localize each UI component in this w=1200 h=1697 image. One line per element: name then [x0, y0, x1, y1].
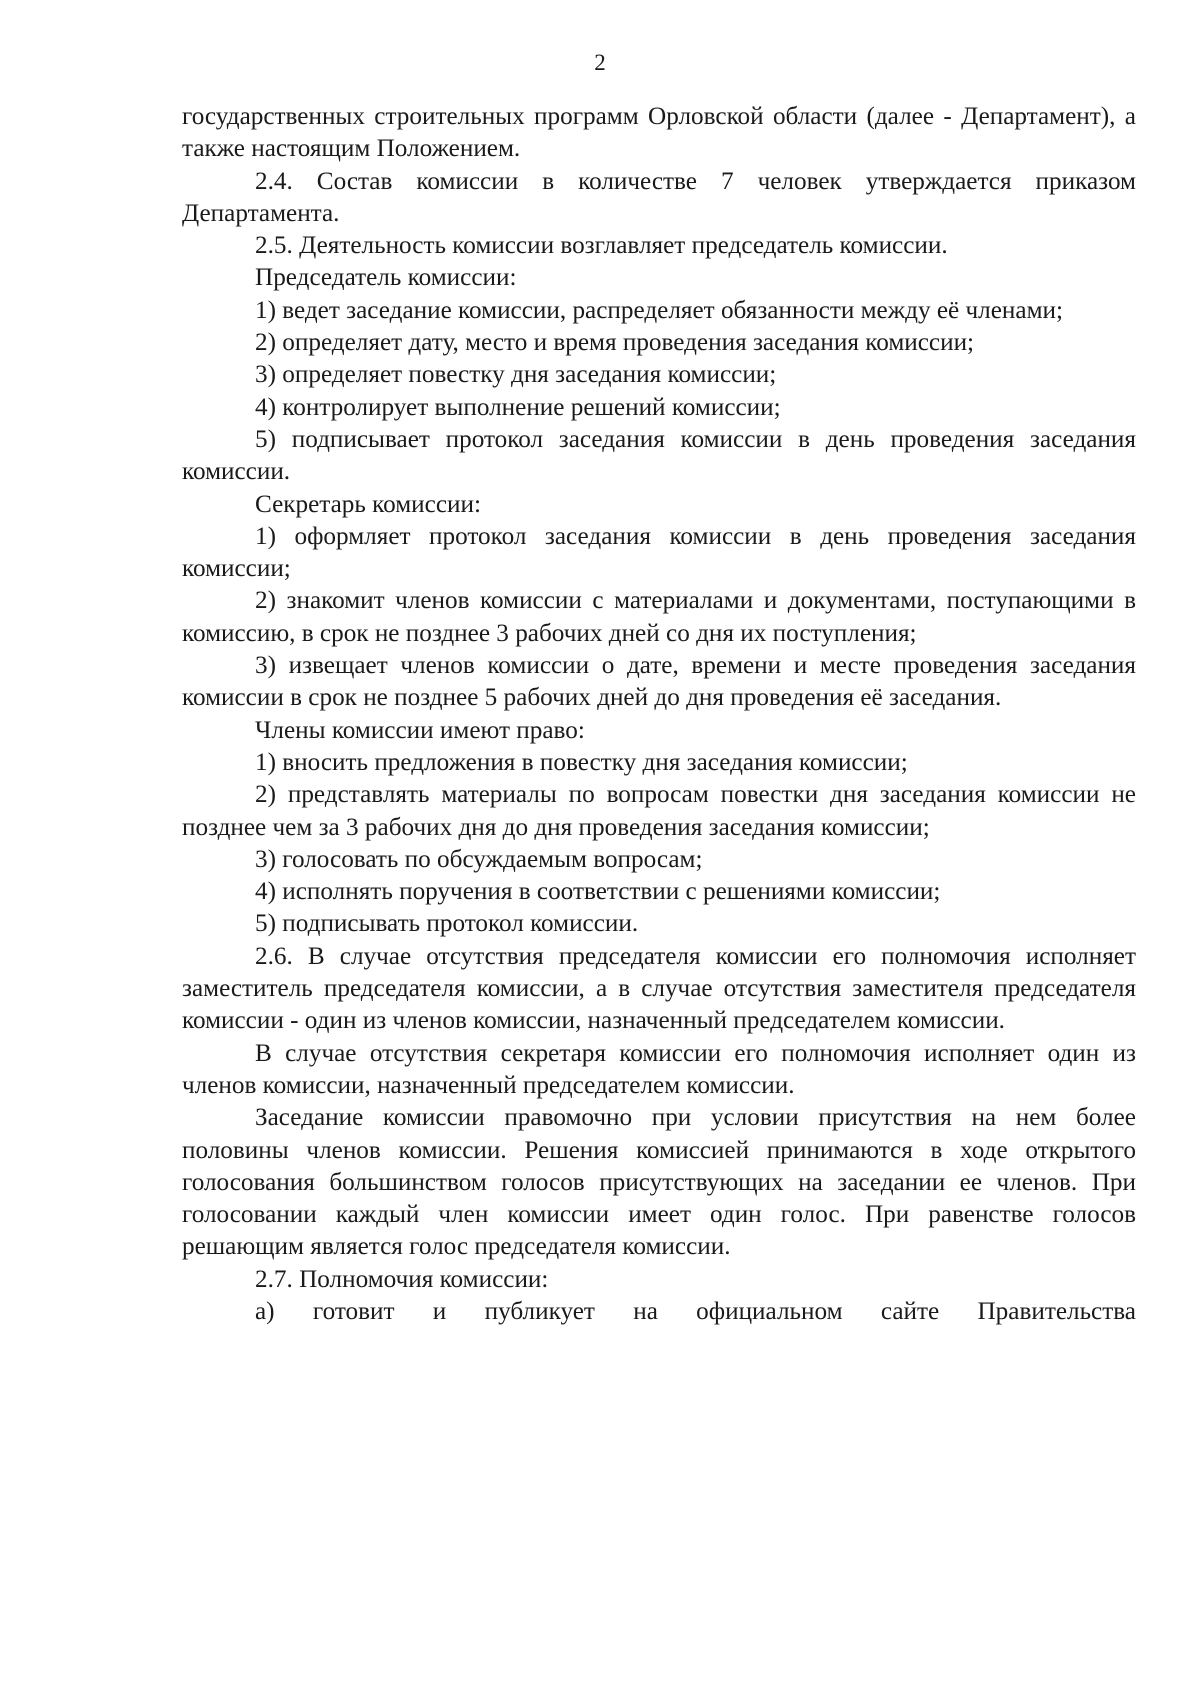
- chairman-duty-1: 1) ведет заседание комиссии, распределяет обязанности между её членами;: [255, 296, 1063, 324]
- members-heading: Члены комиссии имеют право:: [255, 716, 585, 744]
- members-right-2: 2) представлять материалы по вопросам повестки дня заседания комиссии не позднее чем за 3 рабочих дня до дня проведения заседания комиссии;: [182, 781, 1136, 841]
- paragraph-2-4: 2.4. Состав комиссии в количестве 7 человек утверждается приказом Департамента.: [182, 167, 1136, 227]
- paragraph-quorum: Заседание комиссии правомочно при условии присутствия на нем более половины членов комиссии. Решения комиссией принимаются в ходе открытого голосования большинством голосов присутствующих на заседании ее членов. При голосовании каждый член комиссии имеет один голос. При равенстве голосов решающим является голос председателя комиссии.: [182, 1104, 1136, 1261]
- chairman-duty-2: 2) определяет дату, место и время проведения заседания комиссии;: [255, 329, 975, 357]
- secretary-heading: Секретарь комиссии:: [255, 490, 481, 518]
- chairman-duty-3: 3) определяет повестку дня заседания комиссии;: [255, 361, 777, 389]
- powers-item-a: а) готовит и публикует на официальном сайте Правительства: [255, 1297, 1136, 1325]
- chairman-duty-4: 4) контролирует выполнение решений комиссии;: [255, 393, 781, 421]
- paragraph-2-7: 2.7. Полномочия комиссии:: [255, 1265, 549, 1293]
- chairman-duty-5: 5) подписывает протокол заседания комиссии в день проведения заседания комиссии.: [182, 425, 1136, 486]
- document-body: [182, 101, 1136, 1328]
- chairman-heading: Председатель комиссии:: [255, 264, 517, 292]
- members-right-1: 1) вносить предложения в повестку дня заседания комиссии;: [255, 748, 908, 776]
- paragraph-continuation: государственных строительных программ Орловской области (далее - Департамент), а также настоящим Положением.: [182, 103, 1136, 163]
- secretary-duty-2: 2) знакомит членов комиссии с материалами и документами, поступающими в комиссию, в срок не позднее 3 рабочих дней со дня их поступления;: [182, 587, 1136, 647]
- members-right-5: 5) подписывать протокол комиссии.: [255, 910, 639, 938]
- members-right-3: 3) голосовать по обсуждаемым вопросам;: [255, 845, 703, 873]
- paragraph-secretary-absence: В случае отсутствия секретаря комиссии его полномочия исполняет один из членов комиссии, назначенный председателем комиссии.: [182, 1039, 1136, 1099]
- secretary-duty-3: 3) извещает членов комиссии о дате, времени и месте проведения заседания комиссии в срок не позднее 5 рабочих дней до дня проведения её заседания.: [182, 652, 1136, 712]
- paragraph-2-5: 2.5. Деятельность комиссии возглавляет председатель комиссии.: [255, 232, 948, 260]
- page-number: 2: [594, 50, 606, 75]
- members-right-4: 4) исполнять поручения в соответствии с решениями комиссии;: [255, 878, 941, 906]
- paragraph-2-6: 2.6. В случае отсутствия председателя комиссии его полномочия исполняет заместитель председателя комиссии, а в случае отсутствия заместителя председателя комиссии - один из членов комиссии, назначенный председателем комиссии.: [182, 942, 1136, 1035]
- secretary-duty-1: 1) оформляет протокол заседания комиссии в день проведения заседания комиссии;: [182, 522, 1136, 583]
